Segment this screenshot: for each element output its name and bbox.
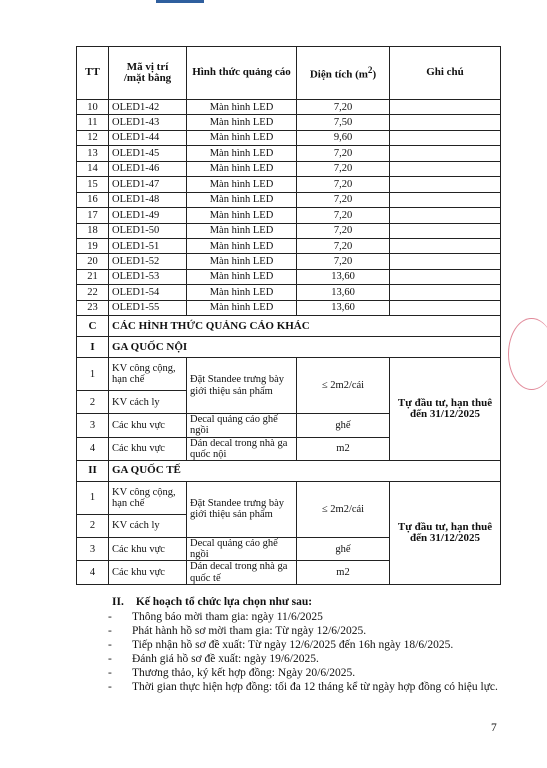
row-area: ≤ 2m2/cái (297, 481, 390, 537)
table-row (77, 192, 501, 207)
row-form: Màn hình LED (187, 208, 297, 223)
row-area: 7,20 (297, 223, 390, 238)
row-note (390, 254, 501, 269)
plan-list (100, 610, 510, 694)
row-form: Decal quảng cáo ghế ngồi (187, 414, 297, 437)
row-tt: 2 (77, 514, 109, 537)
list-item: - Đánh giá hồ sơ đề xuất: ngày 19/6/2025. (100, 652, 510, 666)
row-area: 7,20 (297, 177, 390, 192)
row-tt: 11 (77, 115, 109, 130)
row-tt: 21 (77, 269, 109, 284)
row-area: 13,60 (297, 285, 390, 300)
advertising-table (76, 46, 501, 585)
row-form: Màn hình LED (187, 192, 297, 207)
list-item: - Thông báo mời tham gia: ngày 11/6/2025 (100, 610, 510, 624)
header-code-line1: Mã vị trí (126, 60, 169, 73)
row-tt: 18 (77, 223, 109, 238)
row-area: 7,20 (297, 192, 390, 207)
row-location: Các khu vực (109, 414, 187, 437)
table-row (77, 115, 501, 130)
row-tt: 14 (77, 161, 109, 176)
row-tt: 4 (77, 437, 109, 460)
table-row (77, 300, 501, 315)
row-note (390, 100, 501, 115)
table-row (77, 146, 501, 161)
row-note (390, 223, 501, 238)
international-title: GA QUỐC TẾ (109, 460, 501, 481)
row-form: Dán decal trong nhà ga quốc nội (187, 437, 297, 460)
table-row (77, 177, 501, 192)
row-area: 13,60 (297, 269, 390, 284)
row-tt: 17 (77, 208, 109, 223)
row-form: Màn hình LED (187, 300, 297, 315)
row-tt: 19 (77, 238, 109, 253)
row-location: KV cách ly (109, 391, 187, 414)
row-note (390, 115, 501, 130)
row-area: 7,50 (297, 115, 390, 130)
list-item: - Thời gian thực hiện hợp đồng: tối đa 12 tháng kể từ ngày hợp đồng có hiệu lực. (100, 680, 510, 694)
table-row (77, 208, 501, 223)
row-code: OLED1-55 (109, 300, 187, 315)
row-area: m2 (297, 561, 390, 584)
row-tt: 15 (77, 177, 109, 192)
row-form: Màn hình LED (187, 100, 297, 115)
row-tt: 1 (77, 481, 109, 514)
row-area: 7,20 (297, 238, 390, 253)
header-tt: TT (77, 47, 109, 100)
row-tt: 23 (77, 300, 109, 315)
row-tt: 3 (77, 414, 109, 437)
domestic-note: Tự đầu tư, hạn thuê đến 31/12/2025 (390, 358, 501, 461)
row-tt: 22 (77, 285, 109, 300)
row-form: Màn hình LED (187, 146, 297, 161)
row-code: OLED1-47 (109, 177, 187, 192)
page-number: 7 (491, 722, 497, 734)
domestic-tt: I (77, 337, 109, 358)
row-note (390, 161, 501, 176)
row-tt: 4 (77, 561, 109, 584)
row-code: OLED1-44 (109, 130, 187, 145)
top-edge-mark (156, 0, 204, 3)
list-item: - Tiếp nhận hồ sơ đề xuất: Từ ngày 12/6/2025 đến 16h ngày 18/6/2025. (100, 638, 510, 652)
row-location: Các khu vực (109, 437, 187, 460)
row-note (390, 177, 501, 192)
section-ii-heading (112, 595, 510, 609)
row-area: 7,20 (297, 146, 390, 161)
row-location: Các khu vực (109, 561, 187, 584)
row-form: Màn hình LED (187, 285, 297, 300)
row-code: OLED1-51 (109, 238, 187, 253)
row-tt: 20 (77, 254, 109, 269)
row-form: Màn hình LED (187, 238, 297, 253)
international-note: Tự đầu tư, hạn thuê đến 31/12/2025 (390, 481, 501, 584)
header-area (297, 47, 390, 100)
row-tt: 16 (77, 192, 109, 207)
international-tt: II (77, 460, 109, 481)
row-form: Màn hình LED (187, 254, 297, 269)
row-location: KV cách ly (109, 514, 187, 537)
row-code: OLED1-53 (109, 269, 187, 284)
header-form: Hình thức quảng cáo (187, 47, 297, 100)
table-row (77, 238, 501, 253)
row-form: Màn hình LED (187, 269, 297, 284)
row-tt: 10 (77, 100, 109, 115)
table-row (77, 100, 501, 115)
row-code: OLED1-45 (109, 146, 187, 161)
row-note (390, 192, 501, 207)
row-area: 9,60 (297, 130, 390, 145)
led-rows (77, 100, 501, 316)
row-area: 7,20 (297, 100, 390, 115)
row-note (390, 146, 501, 161)
row-area: 7,20 (297, 208, 390, 223)
row-location: Các khu vực (109, 537, 187, 560)
row-note (390, 208, 501, 223)
row-form: Màn hình LED (187, 115, 297, 130)
table-row (77, 481, 501, 514)
row-area: ≤ 2m2/cái (297, 358, 390, 414)
row-code: OLED1-42 (109, 100, 187, 115)
row-code: OLED1-49 (109, 208, 187, 223)
row-form: Đặt Standee trưng bày giới thiệu sản phẩm (187, 358, 297, 414)
row-area: 7,20 (297, 161, 390, 176)
row-form: Màn hình LED (187, 130, 297, 145)
row-area: m2 (297, 437, 390, 460)
section-c-title: CÁC HÌNH THỨC QUẢNG CÁO KHÁC (109, 316, 501, 337)
row-code: OLED1-43 (109, 115, 187, 130)
row-form: Decal quảng cáo ghế ngồi (187, 537, 297, 560)
row-code: OLED1-52 (109, 254, 187, 269)
row-note (390, 285, 501, 300)
edge-stamp-mark (508, 318, 547, 390)
section-ii-number: II. (112, 596, 124, 608)
international-heading-row (77, 460, 501, 481)
section-c-row (77, 316, 501, 337)
row-code: OLED1-50 (109, 223, 187, 238)
table-header-row (77, 47, 501, 100)
row-area: ghế (297, 414, 390, 437)
header-code-line2: /mặt bằng (123, 72, 172, 84)
row-form: Màn hình LED (187, 223, 297, 238)
row-note (390, 130, 501, 145)
other-rows (77, 316, 501, 585)
row-note (390, 238, 501, 253)
table-row (77, 285, 501, 300)
list-item: - Thương thảo, ký kết hợp đồng: Ngày 20/6/2025. (100, 666, 510, 680)
row-area: 13,60 (297, 300, 390, 315)
row-tt: 3 (77, 537, 109, 560)
section-ii-title: Kế hoạch tổ chức lựa chọn như sau: (135, 596, 313, 608)
row-code: OLED1-48 (109, 192, 187, 207)
section-ii (100, 595, 510, 694)
header-area-suffix: ) (372, 68, 377, 81)
row-tt: 2 (77, 391, 109, 414)
row-note (390, 269, 501, 284)
header-code (109, 47, 187, 100)
header-area-prefix: Diện tích (m (309, 68, 368, 81)
row-note (390, 300, 501, 315)
table-row (77, 254, 501, 269)
row-tt: 1 (77, 358, 109, 391)
table-row (77, 130, 501, 145)
row-location: KV công cộng, hạn chế (109, 481, 187, 514)
table-row (77, 358, 501, 391)
row-code: OLED1-54 (109, 285, 187, 300)
row-tt: 13 (77, 146, 109, 161)
row-area: 7,20 (297, 254, 390, 269)
table-row (77, 223, 501, 238)
row-form: Dán decal trong nhà ga quốc tế (187, 561, 297, 584)
section-c-tt: C (77, 316, 109, 337)
row-form: Màn hình LED (187, 177, 297, 192)
row-tt: 12 (77, 130, 109, 145)
header-note: Ghi chú (390, 47, 501, 100)
row-area: ghế (297, 537, 390, 560)
row-form: Đặt Standee trưng bày giới thiệu sản phẩm (187, 481, 297, 537)
domestic-title: GA QUỐC NỘI (109, 337, 501, 358)
row-form: Màn hình LED (187, 161, 297, 176)
row-location: KV công cộng, hạn chế (109, 358, 187, 391)
table-row (77, 161, 501, 176)
list-item: - Phát hành hồ sơ mời tham gia: Từ ngày 12/6/2025. (100, 624, 510, 638)
table-row (77, 269, 501, 284)
domestic-heading-row (77, 337, 501, 358)
header-area-sup: 2 (367, 65, 373, 76)
row-code: OLED1-46 (109, 161, 187, 176)
